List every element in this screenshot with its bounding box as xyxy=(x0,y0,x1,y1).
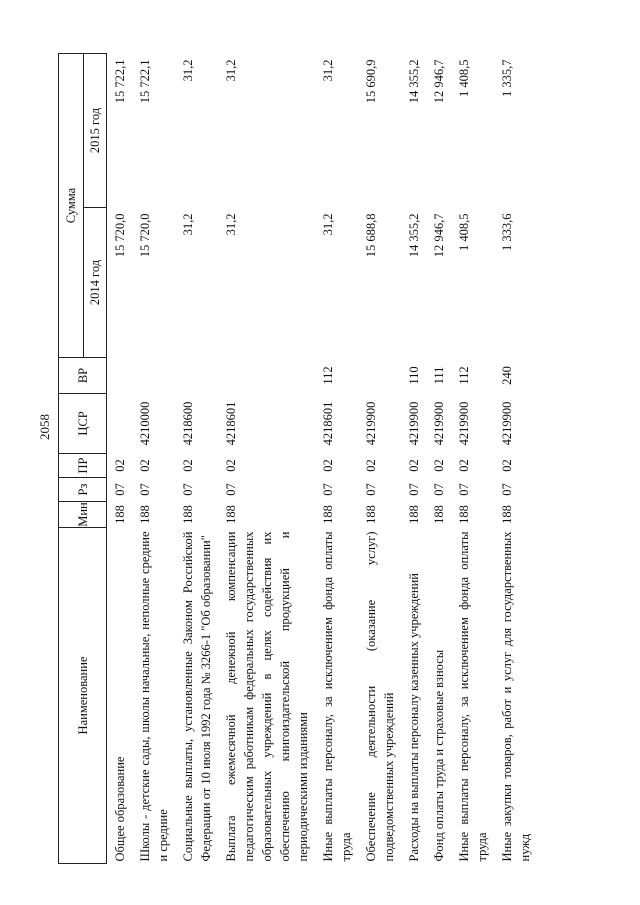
table-header xyxy=(59,54,107,864)
header-rz: Рз xyxy=(59,478,107,502)
cell-2015: 1 408,5 xyxy=(457,59,471,97)
cell-name: Общее образование xyxy=(113,756,127,862)
cell-2014: 15 720,0 xyxy=(138,213,152,258)
table-row xyxy=(107,54,135,864)
cell-rz: 07 xyxy=(138,483,152,496)
cell-name: Иные закупки товаров, работ и услуг для государственных нужд xyxy=(500,531,532,862)
table-row xyxy=(453,54,496,864)
cell-vr xyxy=(220,358,317,394)
budget-table-container xyxy=(58,54,623,864)
header-min: Мин xyxy=(59,502,107,528)
cell-csr: 4219900 xyxy=(500,401,514,446)
table-row xyxy=(360,54,403,864)
cell-min: 188 xyxy=(321,505,335,524)
table-row xyxy=(177,54,220,864)
cell-min: 188 xyxy=(364,505,378,524)
table-row xyxy=(317,54,360,864)
header-csr: ЦСР xyxy=(59,394,107,454)
cell-rz: 07 xyxy=(224,483,238,496)
table-body xyxy=(107,54,540,864)
cell-name: Выплата ежемесячной денежной компенсации педагогическим работникам федеральных государственных образовательных учреждений в целях содействия их обеспечению книгоиздательской продукцией и периодическими изданиями xyxy=(224,531,310,862)
cell-csr: 4219900 xyxy=(457,401,471,446)
cell-min: 188 xyxy=(138,505,152,524)
cell-name: Обеспечение деятельности (оказание услуг) подведомственных учреждений xyxy=(364,531,396,862)
header-sum: Сумма xyxy=(59,54,84,358)
cell-vr xyxy=(134,358,177,394)
cell-2015: 31,2 xyxy=(224,59,238,82)
cell-rz: 07 xyxy=(500,483,514,496)
table-row xyxy=(220,54,317,864)
cell-csr: 4219900 xyxy=(407,401,421,446)
cell-2015: 12 946,7 xyxy=(432,59,446,104)
cell-2015: 15 722,1 xyxy=(138,59,152,104)
cell-csr: 4210000 xyxy=(138,401,152,446)
cell-2014: 15 688,8 xyxy=(364,213,378,258)
table-row xyxy=(496,54,539,864)
cell-pr: 02 xyxy=(364,459,378,472)
cell-min: 188 xyxy=(224,505,238,524)
cell-2014: 1 333,6 xyxy=(500,213,514,251)
cell-min: 188 xyxy=(457,505,471,524)
cell-rz: 07 xyxy=(113,483,127,496)
header-name: Наименование xyxy=(59,528,107,864)
cell-csr: 4219900 xyxy=(432,401,446,446)
cell-vr: 112 xyxy=(321,366,335,385)
table-row xyxy=(134,54,177,864)
cell-min: 188 xyxy=(500,505,514,524)
cell-name: Фонд оплаты труда и страховые взносы xyxy=(432,649,446,862)
cell-2014: 31,2 xyxy=(321,213,335,236)
cell-vr xyxy=(360,358,403,394)
page-number xyxy=(0,0,52,905)
table-row xyxy=(403,54,428,864)
cell-vr xyxy=(177,358,220,394)
cell-rz: 07 xyxy=(457,483,471,496)
table-row xyxy=(428,54,453,864)
cell-min: 188 xyxy=(181,505,195,524)
cell-pr: 02 xyxy=(407,459,421,472)
cell-rz: 07 xyxy=(432,483,446,496)
cell-rz: 07 xyxy=(181,483,195,496)
cell-pr: 02 xyxy=(457,459,471,472)
cell-2015: 1 335,7 xyxy=(500,59,514,97)
cell-pr: 02 xyxy=(500,459,514,472)
cell-csr: 4218600 xyxy=(181,401,195,446)
cell-pr: 02 xyxy=(181,459,195,472)
cell-name: Иные выплаты персоналу, за исключением фонда оплаты труда xyxy=(321,531,353,862)
cell-pr: 02 xyxy=(321,459,335,472)
cell-2015: 31,2 xyxy=(321,59,335,82)
cell-rz: 07 xyxy=(321,483,335,496)
cell-name: Школы - детские сады, школы начальные, неполные средние и средние xyxy=(138,531,170,862)
header-2014: 2014 год xyxy=(84,208,107,358)
cell-vr xyxy=(107,358,135,394)
cell-csr xyxy=(107,394,135,454)
header-2015: 2015 год xyxy=(84,54,107,208)
cell-2014: 1 408,5 xyxy=(457,213,471,251)
cell-vr: 110 xyxy=(407,366,421,385)
cell-2015: 14 355,2 xyxy=(407,59,421,104)
cell-vr: 240 xyxy=(500,366,514,385)
cell-pr: 02 xyxy=(432,459,446,472)
budget-table xyxy=(58,53,539,864)
cell-min: 188 xyxy=(113,505,127,524)
cell-2015: 15 722,1 xyxy=(113,59,127,104)
cell-vr: 111 xyxy=(432,366,446,385)
cell-name: Иные выплаты персоналу, за исключением фонда оплаты труда xyxy=(457,531,489,862)
cell-csr: 4218601 xyxy=(321,401,335,446)
cell-csr: 4218601 xyxy=(224,401,238,446)
cell-2014: 15 720,0 xyxy=(113,213,127,258)
cell-pr: 02 xyxy=(113,459,127,472)
cell-rz: 07 xyxy=(364,483,378,496)
cell-2014: 31,2 xyxy=(224,213,238,236)
cell-name: Расходы на выплаты персоналу казенных учреждений xyxy=(407,573,421,862)
cell-name: Социальные выплаты, установленные Законом Российской Федерации от 10 июля 1992 года № 3266-1 "Об образовании" xyxy=(181,531,213,862)
cell-pr: 02 xyxy=(138,459,152,472)
cell-2014: 14 355,2 xyxy=(407,213,421,258)
header-pr: ПР xyxy=(59,454,107,478)
cell-pr: 02 xyxy=(224,459,238,472)
header-vr: ВР xyxy=(59,358,107,394)
cell-2014: 31,2 xyxy=(181,213,195,236)
cell-2015: 15 690,9 xyxy=(364,59,378,104)
cell-2014: 12 946,7 xyxy=(432,213,446,258)
cell-vr: 112 xyxy=(457,366,471,385)
cell-2015: 31,2 xyxy=(181,59,195,82)
cell-min: 188 xyxy=(407,505,421,524)
page-number-text: 2058 xyxy=(37,414,52,440)
cell-csr: 4219900 xyxy=(364,401,378,446)
cell-rz: 07 xyxy=(407,483,421,496)
cell-min: 188 xyxy=(432,505,446,524)
